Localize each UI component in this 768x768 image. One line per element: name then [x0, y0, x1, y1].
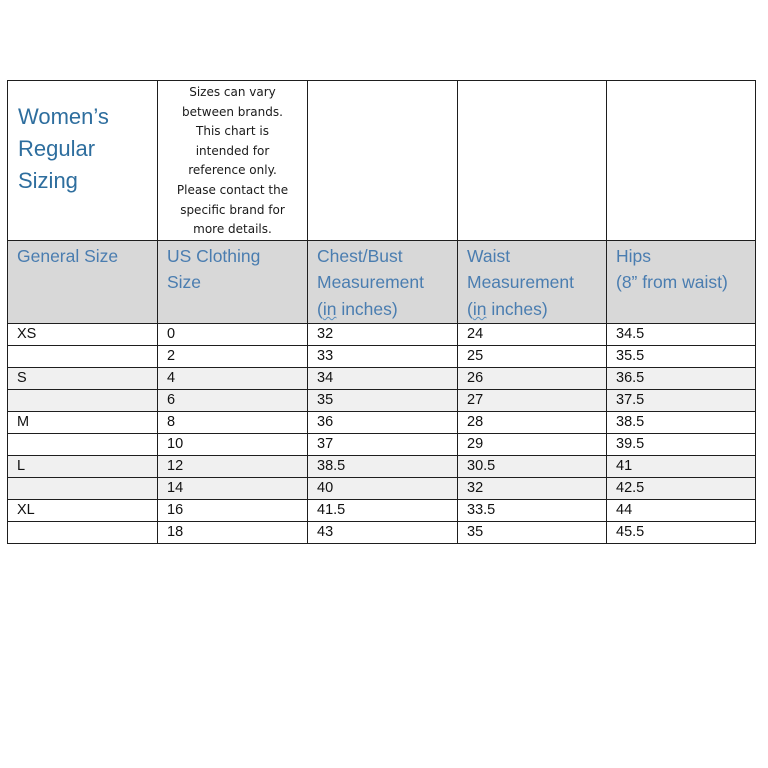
table-row: [8, 367, 756, 389]
header-chest-bust: [308, 240, 458, 323]
empty-cell: [607, 81, 756, 241]
cell-chest: 43: [308, 521, 458, 543]
cell-waist: 29: [458, 433, 607, 455]
size-chart-table: [7, 80, 756, 544]
cell-general-size: [8, 521, 158, 543]
header-label: General Size: [17, 245, 119, 266]
cell-hips: 44: [607, 499, 756, 521]
header-label: inches): [486, 298, 548, 319]
header-row: [8, 240, 756, 323]
title-cell: [8, 81, 158, 241]
cell-chest: 40: [308, 477, 458, 499]
header-label: Hips: [616, 245, 652, 266]
header-label: (: [317, 298, 323, 319]
cell-chest: 34: [308, 367, 458, 389]
disclaimer-line: more details.: [193, 222, 272, 237]
cell-us-size: 2: [158, 345, 308, 367]
cell-general-size: L: [8, 455, 158, 477]
cell-waist: 33.5: [458, 499, 607, 521]
disclaimer-cell: [158, 81, 308, 241]
disclaimer-note: [162, 83, 303, 240]
cell-general-size: XS: [8, 323, 158, 345]
cell-general-size: [8, 345, 158, 367]
cell-hips: 42.5: [607, 477, 756, 499]
disclaimer-line: Sizes can vary: [189, 85, 276, 99]
empty-cell: [308, 81, 458, 241]
cell-us-size: 8: [158, 411, 308, 433]
disclaimer-line: reference only.: [188, 163, 277, 178]
header-us-clothing-size: [158, 240, 308, 323]
cell-us-size: 12: [158, 455, 308, 477]
table-row: [8, 521, 756, 543]
cell-us-size: 16: [158, 499, 308, 521]
table-title-line: Sizing: [18, 168, 78, 193]
cell-us-size: 14: [158, 477, 308, 499]
header-label: (8” from waist): [616, 272, 728, 293]
header-label: Measurement: [317, 272, 424, 293]
header-label: Waist: [467, 245, 511, 266]
cell-chest: 32: [308, 323, 458, 345]
disclaimer-line: intended for: [195, 143, 270, 158]
cell-hips: 45.5: [607, 521, 756, 543]
cell-general-size: M: [8, 411, 158, 433]
spellcheck-underlined-word: in: [322, 298, 337, 319]
cell-waist: 28: [458, 411, 607, 433]
cell-general-size: [8, 477, 158, 499]
empty-cell: [458, 81, 607, 241]
cell-chest: 37: [308, 433, 458, 455]
spellcheck-underlined-word: in: [472, 298, 487, 319]
cell-chest: 38.5: [308, 455, 458, 477]
header-waist: [458, 240, 607, 323]
cell-general-size: XL: [8, 499, 158, 521]
cell-hips: 39.5: [607, 433, 756, 455]
cell-waist: 35: [458, 521, 607, 543]
table-row: [8, 499, 756, 521]
table-row: [8, 455, 756, 477]
table-row: [8, 345, 756, 367]
cell-waist: 24: [458, 323, 607, 345]
disclaimer-line: Please contact the: [176, 182, 289, 197]
disclaimer-line: This chart is: [196, 124, 269, 139]
header-hips: [607, 240, 756, 323]
cell-hips: 35.5: [607, 345, 756, 367]
cell-chest: 35: [308, 389, 458, 411]
cell-hips: 37.5: [607, 389, 756, 411]
cell-general-size: S: [8, 367, 158, 389]
cell-chest: 33: [308, 345, 458, 367]
cell-us-size: 4: [158, 367, 308, 389]
cell-us-size: 10: [158, 433, 308, 455]
header-label: Measurement: [467, 272, 574, 293]
cell-us-size: 6: [158, 389, 308, 411]
cell-waist: 27: [458, 389, 607, 411]
table-title-line: Regular: [18, 136, 96, 161]
table-row: [8, 389, 756, 411]
header-general-size: [8, 240, 158, 323]
table-row: [8, 477, 756, 499]
cell-waist: 30.5: [458, 455, 607, 477]
cell-waist: 26: [458, 367, 607, 389]
cell-hips: 36.5: [607, 367, 756, 389]
table-row: [8, 411, 756, 433]
table-title: [18, 101, 138, 197]
cell-waist: 25: [458, 345, 607, 367]
cell-general-size: [8, 433, 158, 455]
disclaimer-line: between brands.: [182, 104, 283, 119]
cell-hips: 38.5: [607, 411, 756, 433]
cell-waist: 32: [458, 477, 607, 499]
cell-us-size: 0: [158, 323, 308, 345]
cell-us-size: 18: [158, 521, 308, 543]
cell-chest: 41.5: [308, 499, 458, 521]
table-row: [8, 433, 756, 455]
header-label: US Clothing: [167, 245, 261, 266]
header-label: (: [467, 298, 473, 319]
table-row: [8, 323, 756, 345]
header-label: inches): [336, 298, 398, 319]
table-title-line: Women’s: [18, 104, 109, 129]
header-label: Size: [167, 272, 202, 293]
title-row: [8, 81, 756, 241]
disclaimer-line: specific brand for: [180, 202, 285, 217]
cell-hips: 41: [607, 455, 756, 477]
header-label: Chest/Bust: [317, 245, 403, 266]
cell-hips: 34.5: [607, 323, 756, 345]
cell-chest: 36: [308, 411, 458, 433]
cell-general-size: [8, 389, 158, 411]
